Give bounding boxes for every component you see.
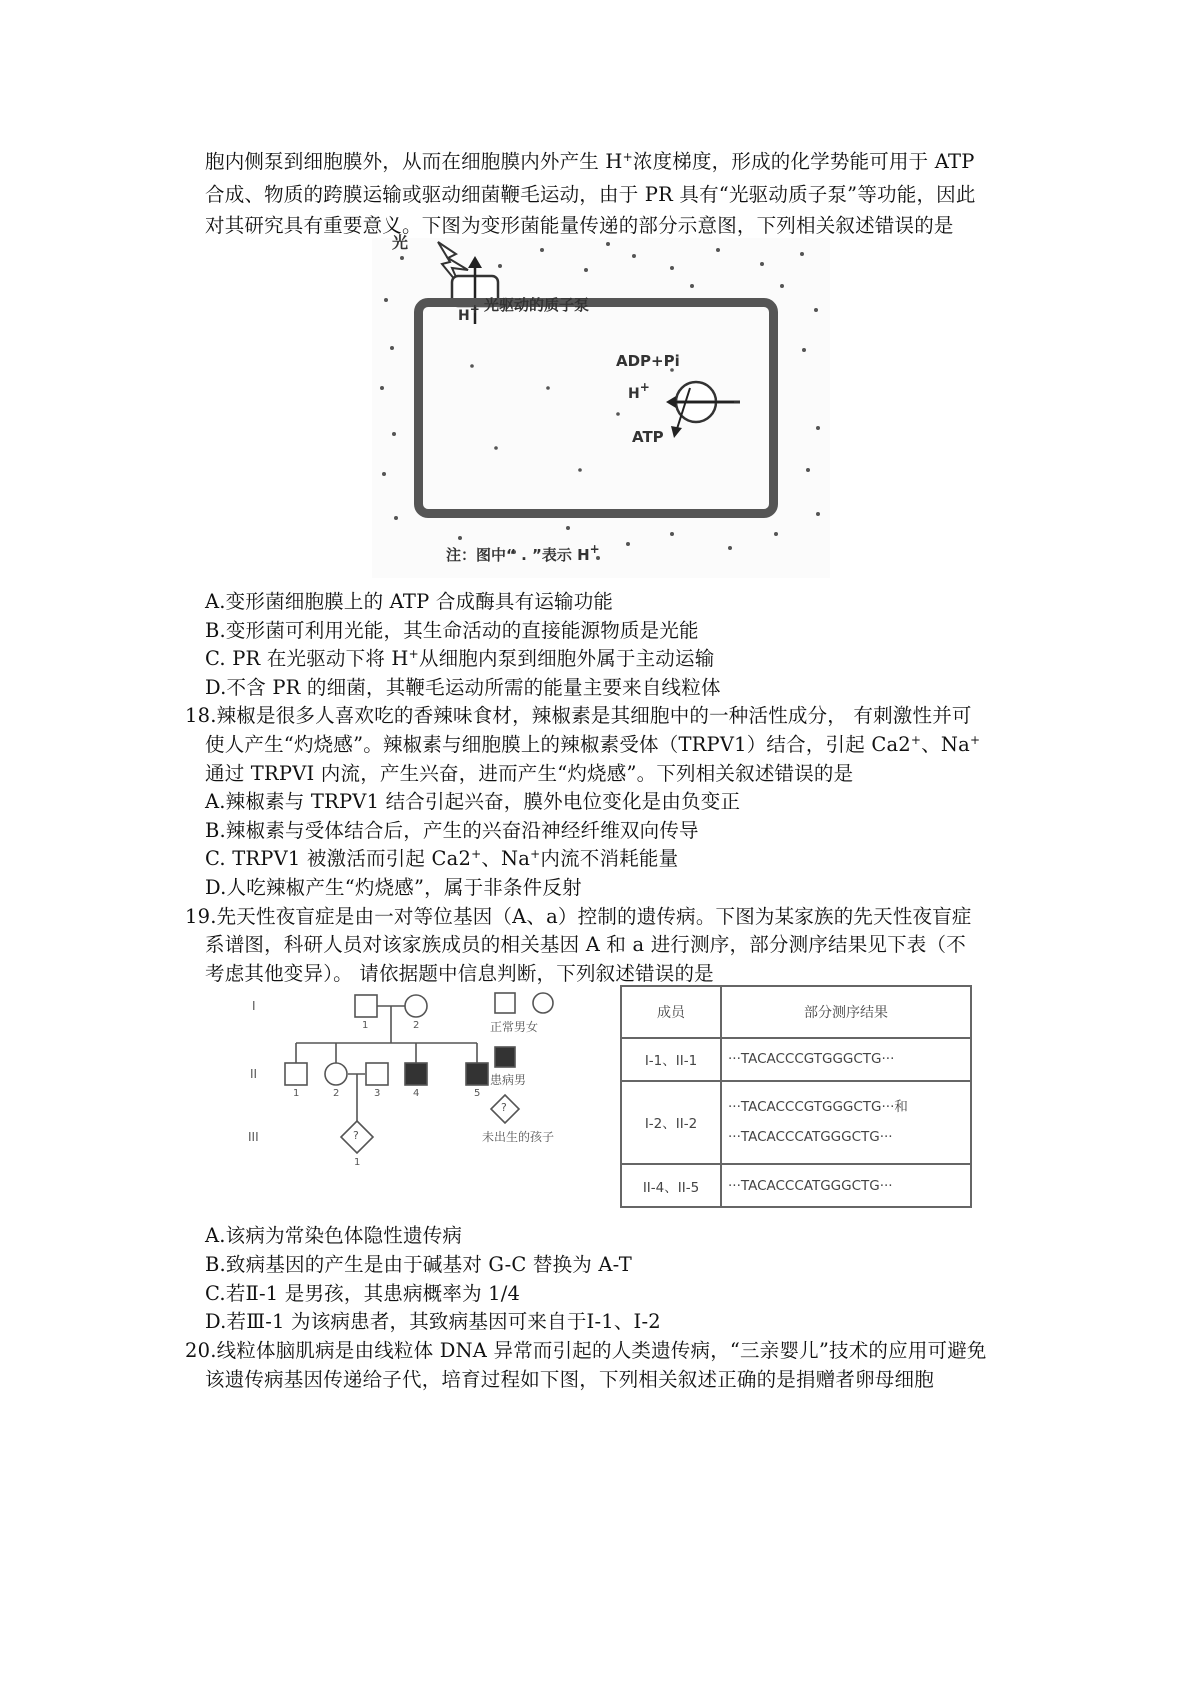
- num-i1: 1: [362, 1020, 369, 1031]
- member-cell: II-4、II-5: [621, 1164, 721, 1207]
- h-plus-label-left: H+: [458, 302, 480, 324]
- q20-stem-2: 该遗传病基因传递给子代，培育过程如下图，下列相关叙述正确的是捐赠者卵母细胞: [205, 1368, 934, 1391]
- q17-option-d: D.不含 PR 的细菌，其鞭毛运动所需的能量主要来自线粒体: [205, 676, 721, 699]
- figure-note: 注：图中“ . ”表示 H+: [446, 542, 600, 564]
- q19-option-d: D.若Ⅲ-1 为该病患者，其致病基因可来自于Ⅰ-1、Ⅰ-2: [205, 1310, 661, 1333]
- gen-label-ii: II: [250, 1067, 258, 1081]
- member-cell: I-2、II-2: [621, 1081, 721, 1164]
- q19-stem-1: 19.先天性夜盲症是由一对等位基因（A、a）控制的遗传病。下图为某家族的先天性夜盲症: [185, 905, 972, 928]
- q19-option-c: C.若Ⅱ-1 是男孩，其患病概率为 1/4: [205, 1282, 521, 1305]
- q17-option-a: A.变形菌细胞膜上的 ATP 合成酶具有运输功能: [205, 590, 614, 613]
- q19-stem-2: 系谱图，科研人员对该家族成员的相关基因 A 和 a 进行测序，部分测序结果见下表（不: [205, 933, 966, 956]
- adp-pi-label: ADP+Pi: [616, 352, 680, 370]
- pedigree-ii4: [405, 1063, 427, 1085]
- legend-unborn-label: 未出生的孩子: [482, 1130, 555, 1144]
- num-ii4: 4: [413, 1088, 420, 1099]
- q19-stem-3: 考虑其他变异）。 请依据题中信息判断，下列叙述错误的是: [205, 962, 714, 985]
- q19-option-a: A.该病为常染色体隐性遗传病: [205, 1224, 463, 1247]
- q17-option-b: B.变形菌可利用光能，其生命活动的直接能源物质是光能: [205, 619, 699, 642]
- legend-affected-male-icon: [495, 1047, 515, 1067]
- sequence-cell: ···TACACCCGTGGGCTG···和 ···TACACCCATGGGCTG···: [721, 1081, 971, 1164]
- pedigree-ii3: [366, 1063, 388, 1085]
- pedigree-figure: [248, 985, 972, 1210]
- num-ii3: 3: [374, 1088, 381, 1099]
- num-ii1: 1: [293, 1088, 300, 1099]
- num-ii2: 2: [333, 1088, 340, 1099]
- energy-transfer-figure: [372, 233, 830, 578]
- gen-label-i: I: [252, 999, 256, 1013]
- table-row: [621, 1038, 971, 1081]
- q18-stem-3: 通过 TRPVI 内流，产生兴奋，进而产生“灼烧感”。下列相关叙述错误的是: [205, 762, 854, 785]
- intro-line-2: 合成、物质的跨膜运输或驱动细菌鞭毛运动，由于 PR 具有“光驱动质子泵”等功能，因此: [205, 183, 976, 206]
- atp-label: ATP: [632, 428, 664, 446]
- pedigree-ii5: [466, 1063, 488, 1085]
- header-member: 成员: [621, 986, 721, 1038]
- sequence-cell: ···TACACCCGTGGGCTG···: [721, 1038, 971, 1081]
- pedigree-i1: [355, 995, 377, 1017]
- header-result: 部分测序结果: [721, 986, 971, 1038]
- unborn-question-mark: ?: [353, 1129, 359, 1142]
- intro-line-3: 对其研究具有重要意义。下图为变形菌能量传递的部分示意图，下列相关叙述错误的是: [205, 214, 954, 237]
- bacterial-cell-membrane: [414, 298, 778, 518]
- pedigree-i2: [405, 995, 427, 1017]
- q20-stem-1: 20.线粒体脑肌病是由线粒体 DNA 异常而引起的人类遗传病，“三亲婴儿”技术的应用可避免: [185, 1339, 987, 1362]
- num-ii5: 5: [474, 1088, 481, 1099]
- pump-label: 光驱动的质子泵: [484, 296, 590, 314]
- q18-stem-2: 使人产生“灼烧感”。辣椒素与细胞膜上的辣椒素受体（TRPV1）结合，引起 Ca2+、Na+: [205, 733, 981, 756]
- pedigree-ii1: [285, 1063, 307, 1085]
- legend-affected-label: 患病男: [490, 1073, 527, 1087]
- num-i2: 2: [413, 1020, 420, 1031]
- legend-normal-label: 正常男女: [490, 1020, 539, 1034]
- q18-stem-1: 18.辣椒是很多人喜欢吃的香辣味食材，辣椒素是其细胞中的一种活性成分， 有刺激性并可: [185, 704, 972, 727]
- q18-option-b: B.辣椒素与受体结合后，产生的兴奋沿神经纤维双向传导: [205, 819, 699, 842]
- table-row: [621, 1164, 971, 1207]
- sequencing-table: [620, 985, 972, 1208]
- num-iii1: 1: [354, 1157, 361, 1168]
- legend-normal-female-icon: [533, 993, 553, 1013]
- legend-question-mark: ?: [501, 1101, 507, 1114]
- light-label: 光: [392, 233, 409, 252]
- h-plus-label-right: H+: [628, 380, 650, 402]
- legend-normal-male-icon: [495, 993, 515, 1013]
- table-row: [621, 1081, 971, 1164]
- pedigree-ii2: [325, 1063, 347, 1085]
- q18-option-d: D.人吃辣椒产生“灼烧感”，属于非条件反射: [205, 876, 582, 899]
- q18-option-a: A.辣椒素与 TRPV1 结合引起兴奋，膜外电位变化是由负变正: [205, 790, 741, 813]
- q17-option-c: C. PR 在光驱动下将 H+从细胞内泵到细胞外属于主动运输: [205, 647, 715, 670]
- pedigree-chart: [260, 985, 620, 1210]
- table-header-row: [621, 986, 971, 1038]
- intro-line-1: 胞内侧泵到细胞膜外，从而在细胞膜内外产生 H+浓度梯度，形成的化学势能可用于 ATP: [205, 150, 975, 173]
- q18-option-c: C. TRPV1 被激活而引起 Ca2+、Na+内流不消耗能量: [205, 847, 679, 870]
- member-cell: I-1、II-1: [621, 1038, 721, 1081]
- sequence-cell: ···TACACCCATGGGCTG···: [721, 1164, 971, 1207]
- gen-label-iii: III: [248, 1130, 259, 1144]
- q19-option-b: B.致病基因的产生是由于碱基对 G-C 替换为 A-T: [205, 1253, 632, 1276]
